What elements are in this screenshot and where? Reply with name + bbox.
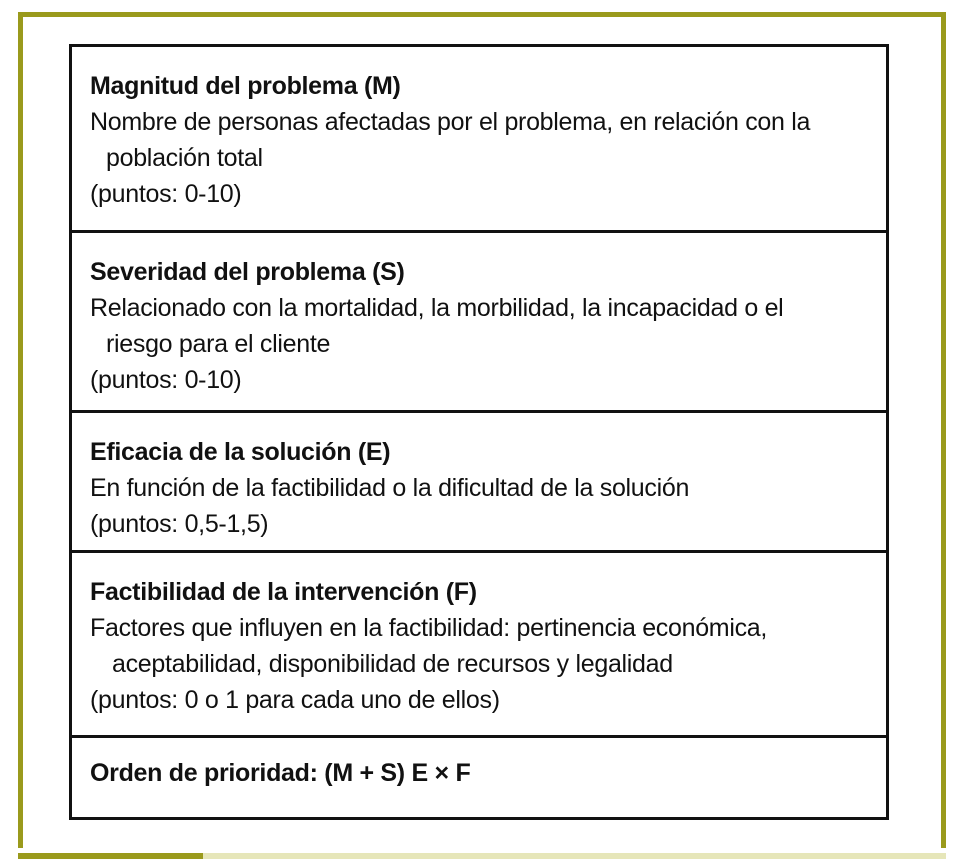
criterion-description [90,610,876,682]
criterion-title: Severidad del problema (S) [90,258,405,286]
criterion-efficacy [72,413,886,553]
description-line: En función de la factibilidad o la dificultad de la solución [90,474,690,502]
criterion-feasibility [72,553,886,738]
description-line: aceptabilidad, disponibilidad de recursos y legalidad [112,650,673,678]
frame-bottom-band [203,853,946,859]
criterion-severity [72,233,886,413]
description-line: Nombre de personas afectadas por el problema, en relación con la [90,108,811,136]
criterion-title: Eficacia de la solución (E) [90,438,391,466]
description-line: Relacionado con la mortalidad, la morbilidad, la incapacidad o el [90,294,784,322]
description-line: riesgo para el cliente [106,330,331,358]
description-line: población total [106,144,263,172]
priority-formula-row [72,738,886,817]
criterion-points: (puntos: 0-10) [90,180,242,208]
criterion-points: (puntos: 0-10) [90,366,242,394]
description-line: Factores que influyen en la factibilidad: pertinencia económica, [90,614,768,642]
criterion-title: Factibilidad de la intervención (F) [90,578,477,606]
criterion-description [90,470,876,506]
priority-criteria-table [69,44,889,820]
criterion-magnitude [72,47,886,233]
criterion-description [90,290,876,362]
criterion-description [90,104,876,176]
criterion-points: (puntos: 0,5-1,5) [90,510,269,538]
priority-formula: Orden de prioridad: (M + S) E × F [90,759,471,787]
criterion-title: Magnitud del problema (M) [90,72,401,100]
frame-bottom-accent [18,853,203,859]
criterion-points: (puntos: 0 o 1 para cada uno de ellos) [90,686,500,714]
